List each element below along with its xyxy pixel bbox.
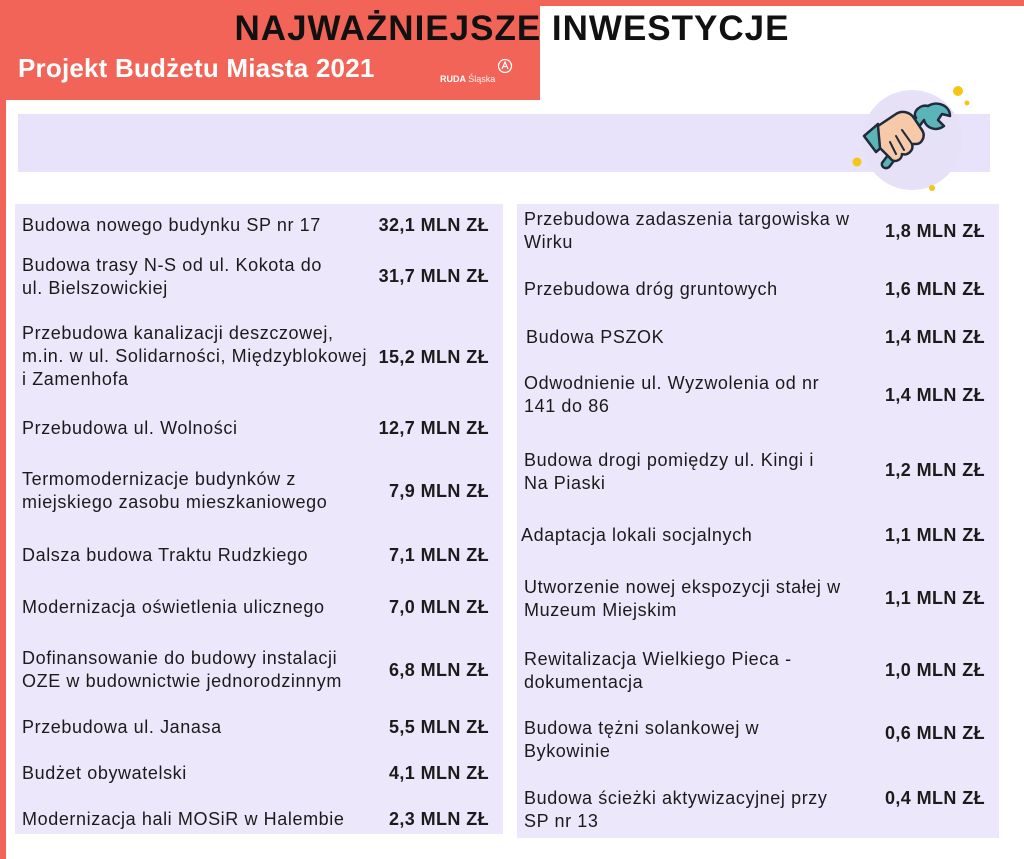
investment-name: Dalsza budowa Traktu Rudzkiego [22, 545, 309, 565]
investment-amount: 7,0 MLN ZŁ [388, 597, 489, 617]
investment-name: Budowa drogi pomiędzy ul. Kingi i Na Piaski [524, 450, 814, 493]
investment-amount: 1,1 MLN ZŁ [884, 588, 985, 608]
left-investments-panel [15, 204, 503, 834]
investment-amount: 5,5 MLN ZŁ [388, 717, 489, 737]
investment-name: Budowa tężni solankowej w Bykowinie [524, 718, 760, 761]
logo-main: RUDA [440, 74, 466, 84]
investment-name: Dofinansowanie do budowy instalacji OZE w budownictwie jednorodzinnym [22, 648, 342, 691]
logo-emblem-icon [497, 58, 513, 74]
investment-name: Utworzenie nowej ekspozycji stałej w Muzeum Miejskim [524, 577, 841, 620]
investment-amount: 1,4 MLN ZŁ [884, 385, 985, 405]
investment-name: Odwodnienie ul. Wyzwolenia od nr 141 do 86 [524, 373, 820, 416]
investment-name: Budowa nowego budynku SP nr 17 [22, 215, 321, 235]
investment-name: Przebudowa kanalizacji deszczowej, m.in. w ul. Solidarności, Międzyblokowej i Zamenhofa [22, 323, 368, 389]
logo-sub: Śląska [468, 74, 496, 84]
investment-amount: 0,4 MLN ZŁ [884, 788, 985, 808]
investment-amount: 0,6 MLN ZŁ [884, 723, 985, 743]
investment-name: Przebudowa ul. Wolności [22, 418, 238, 438]
header-title: Projekt Budżetu Miasta 2021 [18, 53, 375, 83]
investment-amount: 2,3 MLN ZŁ [388, 809, 489, 829]
investment-name: Budżet obywatelski [22, 763, 187, 783]
investment-amount: 1,0 MLN ZŁ [884, 660, 985, 680]
investment-amount: 6,8 MLN ZŁ [388, 660, 489, 680]
investment-amount: 1,4 MLN ZŁ [884, 327, 985, 347]
investment-amount: 31,7 MLN ZŁ [378, 266, 489, 286]
investment-amount: 15,2 MLN ZŁ [378, 347, 489, 367]
investment-name: Adaptacja lokali socjalnych [521, 525, 753, 545]
investment-amount: 1,8 MLN ZŁ [884, 221, 985, 241]
logo-text [440, 74, 495, 84]
frame-left-strip [0, 0, 6, 859]
investment-name: Budowa ścieżki aktywizacyjnej przy SP nr 13 [524, 788, 828, 831]
investment-name: Modernizacja hali MOSiR w Halembie [22, 809, 345, 829]
investment-amount: 32,1 MLN ZŁ [378, 215, 489, 235]
investment-amount: 1,2 MLN ZŁ [884, 460, 985, 480]
investment-name: Budowa trasy N-S od ul. Kokota do ul. Bielszowickiej [22, 255, 322, 298]
investment-name: Przebudowa dróg gruntowych [524, 279, 778, 299]
investment-amount: 4,1 MLN ZŁ [388, 763, 489, 783]
hand-wrench-icon [850, 84, 970, 196]
investment-amount: 1,1 MLN ZŁ [884, 525, 985, 545]
main-title: NAJWAŻNIEJSZE INWESTYCJE [234, 9, 790, 48]
investment-name: Rewitalizacja Wielkiego Pieca - dokumentacja [524, 649, 792, 692]
right-investments-panel [517, 204, 999, 838]
title-bar [18, 114, 990, 172]
investment-name: Przebudowa ul. Janasa [22, 717, 222, 737]
city-logo [440, 58, 513, 84]
investment-amount: 7,1 MLN ZŁ [388, 545, 489, 565]
investment-name: Modernizacja oświetlenia ulicznego [22, 597, 325, 617]
investment-name: Budowa PSZOK [526, 327, 665, 347]
investment-name: Termomodernizacje budynków z miejskiego zasobu mieszkaniowego [22, 469, 328, 512]
investment-amount: 12,7 MLN ZŁ [378, 418, 489, 438]
investment-amount: 7,9 MLN ZŁ [388, 481, 489, 501]
investment-name: Przebudowa zadaszenia targowiska w Wirku [524, 209, 850, 252]
investment-amount: 1,6 MLN ZŁ [884, 279, 985, 299]
